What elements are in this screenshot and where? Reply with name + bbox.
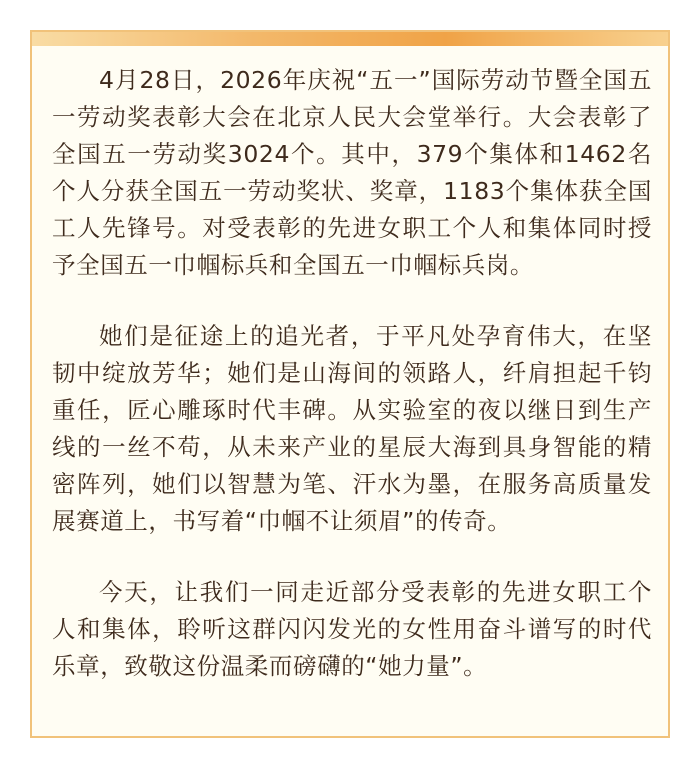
article-body [52, 62, 652, 719]
paragraph-event-summary: 4月28日，2026年庆祝“五一”国际劳动节暨全国五一劳动奖表彰大会在北京人民大会堂举行。大会表彰了全国五一劳动奖3024个。其中，379个集体和1462名个人分获全国五一劳动奖状、奖章，1183个集体获全国工人先锋号。对受表彰的先进女职工个人和集体同时授予全国五一巾帼标兵和全国五一巾帼标兵岗。 [52, 66, 652, 279]
decorative-top-bar [32, 32, 668, 46]
article-card [30, 30, 670, 738]
paragraph-closing-tribute: 今天，让我们一同走近部分受表彰的先进女职工个人和集体，聆听这群闪闪发光的女性用奋斗谱写的时代乐章，致敬这份温柔而磅礴的“她力量”。 [52, 578, 652, 680]
paragraph-women-achievements: 她们是征途上的追光者，于平凡处孕育伟大，在坚韧中绽放芳华；她们是山海间的领路人，纤肩担起千钧重任，匠心雕琢时代丰碑。从实验室的夜以继日到生产线的一丝不苟，从未来产业的星辰大海到具身智能的精密阵列，她们以智慧为笔、汗水为墨，在服务高质量发展赛道上，书写着“巾帼不让须眉”的传奇。 [52, 322, 652, 535]
